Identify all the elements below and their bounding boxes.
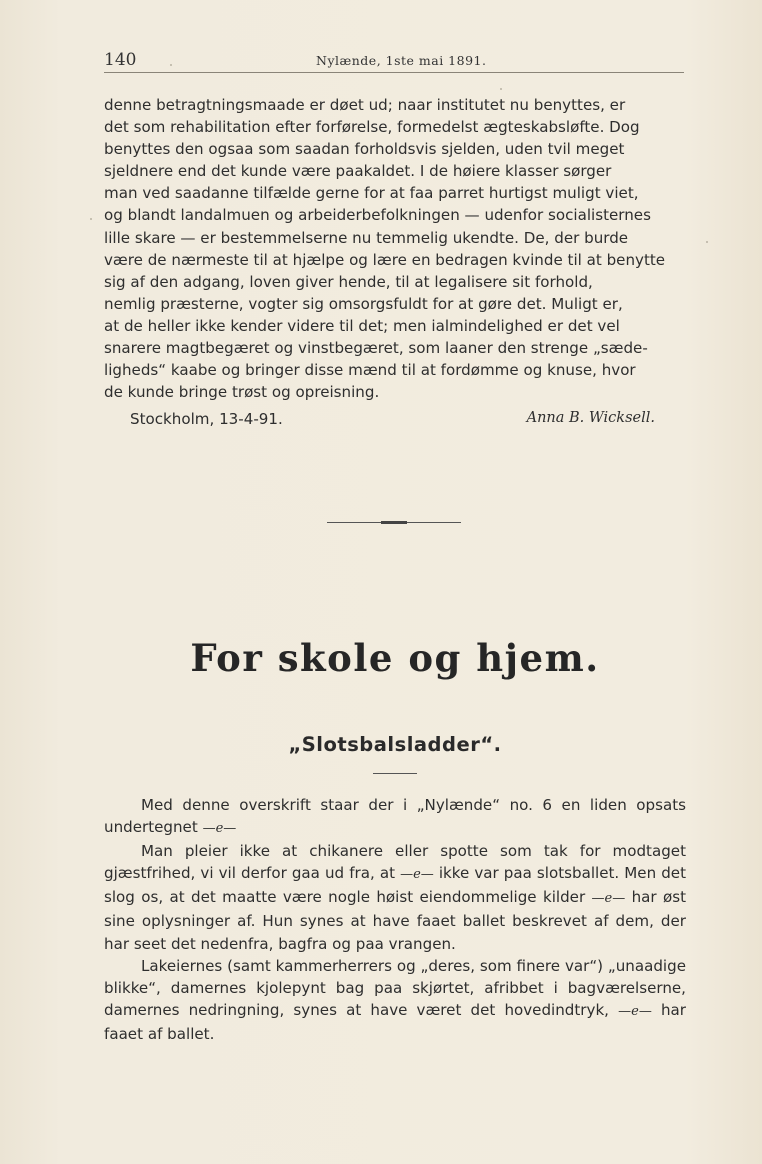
paper-speck [170,64,172,66]
paper-speck [500,88,502,90]
signature-line [130,410,655,434]
paragraph-text: Man pleier ikke at chikanere eller spotte som tak for modtaget gjæstfrihed, vi vil derfor gaa ud fra, at [104,842,686,883]
text-line: og blandt landalmuen og arbeiderbefolkningen — udenfor socialisternes [104,206,651,225]
author-initial: —e— [400,867,434,883]
paper-speck [706,241,708,243]
paragraph-text: Med denne overskrift staar der i „Nylænde“ no. 6 en liden opsats undertegnet [104,796,686,837]
paragraph-text: ikke var paa slotsballet. Men det slog os, at det maatte være nogle høist eiendommelige kilder [104,864,686,907]
text-line: det som rehabilitation efter forførelse, formedelst ægteskabsløfte. Dog [104,118,640,137]
text-line: snarere magtbegæret og vinstbegæret, som laaner den strenge „sæde- [104,339,648,358]
article-paragraph [104,794,686,840]
paragraph-text: har øst sine oplysninger af. Hun synes at have faaet ballet beskrevet af dem, der har seet det nedenfra, bagfra og paa vrangen. [104,888,686,953]
section-heading: For skole og hjem. [190,636,600,680]
place-date: Stockholm, 13-4-91. [130,410,283,428]
paragraph-text: Lakeiernes (samt kammerherrers og „deres, som finere var“) „unaadige blikke“, damernes kjolepynt bag paa skjørtet, afribbet i bagværelserne, damernes nedringning, synes at have været det hovedindtryk, [104,956,686,1019]
text-line: ligheds“ kaabe og bringer disse mænd til at fordømme og knuse, hvor [104,361,636,380]
author-initial: —e— [618,1003,652,1019]
author-initial: —e— [591,891,626,907]
text-line: sig af den adgang, loven giver hende, til at legalisere sit forhold, [104,272,593,291]
text-line: nemlig præsterne, vogter sig omsorgsfuldt for at gøre det. Muligt er, [104,294,623,313]
paragraph-text: har faaet af ballet. [104,1000,686,1043]
title-rule [373,773,417,774]
article-paragraph [104,840,686,954]
text-line: sjeldnere end det kunde være paakaldet. I de høiere klasser sørger [104,162,612,181]
text-line: denne betragtningsmaade er døet ud; naar institutet nu benyttes, er [104,96,626,114]
running-title: Nylænde, 1ste mai 1891. [316,53,487,68]
article-body [104,794,686,1045]
section-divider-ornament [381,521,407,524]
page-number: 140 [104,50,137,70]
text-line: lille skare — er bestemmelserne nu temmelig ukendte. De, der burde [104,228,629,247]
header-rule [104,72,684,73]
text-line: de kunde bringe trøst og opreisning. [104,383,380,402]
author-initial: —e— [202,821,237,837]
text-line: benyttes den ogsaa som saadan forholdsvis sjelden, uden tvil meget [104,140,625,159]
text-line: at de heller ikke kender videre til det; men ialmindelighed er det vel [104,316,620,335]
text-line: man ved saadanne tilfælde gerne for at faa parret hurtigst muligt viet, [104,184,639,203]
text-line: være de nærmeste til at hjælpe og lære en bedragen kvinde til at benytte [104,250,666,269]
article-paragraph [104,955,686,1045]
author-signature: Anna B. Wicksell. [526,410,655,426]
article-title: „Slotsbalsladder“. [288,733,502,756]
paper-speck [90,218,92,220]
closing-paragraph [104,94,686,403]
